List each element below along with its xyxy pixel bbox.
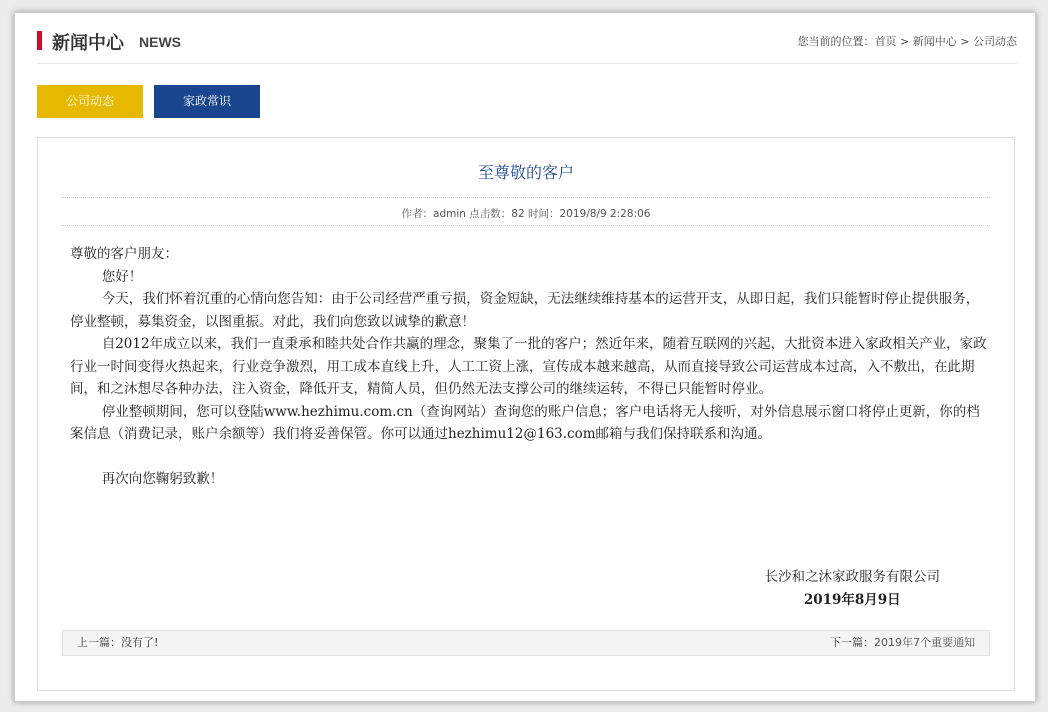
article-signature bbox=[765, 566, 941, 611]
article-paragraph: 停业整顿期间，您可以登陆www.hezhimu.com.cn（查询网站）查询您的账户信息；客户电话将无人接听，对外信息展示窗口将停止更新，你的档案信息（消费记录，账户余额等）我们将妥善保管。你可以通过hezhimu12@163.com邮箱与我们保持联系和沟通。 bbox=[70, 403, 980, 442]
next-article-link[interactable]: 2019年7个重要通知 bbox=[874, 636, 975, 649]
breadcrumb bbox=[798, 33, 1017, 49]
article-salutation: 尊敬的客户朋友： bbox=[70, 246, 178, 262]
article-title: 至尊敬的客户 bbox=[477, 163, 574, 182]
prev-article-link[interactable]: 没有了! bbox=[121, 636, 159, 649]
next-label: 下一篇： bbox=[830, 636, 874, 649]
article-body bbox=[70, 243, 988, 490]
paragraph-gap bbox=[70, 446, 988, 468]
tab-company-news[interactable]: 公司动态 bbox=[37, 85, 143, 118]
page-frame bbox=[14, 12, 1036, 702]
signature-company: 长沙和之沐家政服务有限公司 bbox=[764, 569, 940, 585]
prev-label: 上一篇： bbox=[77, 636, 121, 649]
article-pager bbox=[62, 630, 990, 656]
article-card bbox=[37, 137, 1015, 691]
article-paragraph: 自2012年成立以来，我们一直秉承和睦共处合作共赢的理念，聚集了一批的客户；然近年来，随着互联网的兴起，大批资本进入家政相关产业，家政行业一时间变得火热起来，行业竞争激烈，用工成本直线上升，人工工资上涨，宣传成本越来越高，从而直接导致公司运营成本过高，入不敷出，在此期间，和之沐想尽各种办法，注入资金，降低开支，精简人员，但仍然无法支撑公司的继续运转，不得已只能暂时停业。 bbox=[70, 336, 987, 397]
breadcrumb-prefix: 您当前的位置： bbox=[797, 35, 875, 48]
next-article bbox=[830, 631, 975, 655]
breadcrumb-current-link[interactable]: 公司动态 bbox=[973, 35, 1017, 48]
page-title-en: NEWS bbox=[139, 34, 181, 50]
prev-article bbox=[77, 631, 158, 655]
article-greeting: 您好！ bbox=[101, 268, 143, 285]
title-divider bbox=[62, 197, 990, 198]
article-paragraph: 今天，我们怀着沉重的心情向您告知：由于公司经营严重亏损，资金短缺，无法继续维持基本的运营开支，从即日起，我们只能暂时停止提供服务，停业整顿，募集资金，以图重振。对此，我们向您致以诚挚的歉意！ bbox=[70, 291, 980, 330]
article-meta: 作者：admin 点击数：82 时间：2019/8/9 2:28:06 bbox=[401, 208, 651, 220]
breadcrumb-home-link[interactable]: 首页 bbox=[874, 35, 897, 48]
title-accent-bar bbox=[37, 31, 42, 50]
signature-date: 2019年8月9日 bbox=[803, 591, 901, 608]
breadcrumb-separator: > bbox=[896, 35, 913, 48]
meta-divider bbox=[62, 225, 990, 226]
breadcrumb-section-link[interactable]: 新闻中心 bbox=[912, 35, 957, 48]
section-header bbox=[37, 29, 1017, 64]
article-apology: 再次向您鞠躬致歉！ bbox=[101, 470, 224, 487]
page-title: 新闻中心 bbox=[52, 33, 124, 54]
tab-housekeeping-tips[interactable]: 家政常识 bbox=[154, 85, 260, 118]
breadcrumb-separator: > bbox=[956, 35, 973, 48]
